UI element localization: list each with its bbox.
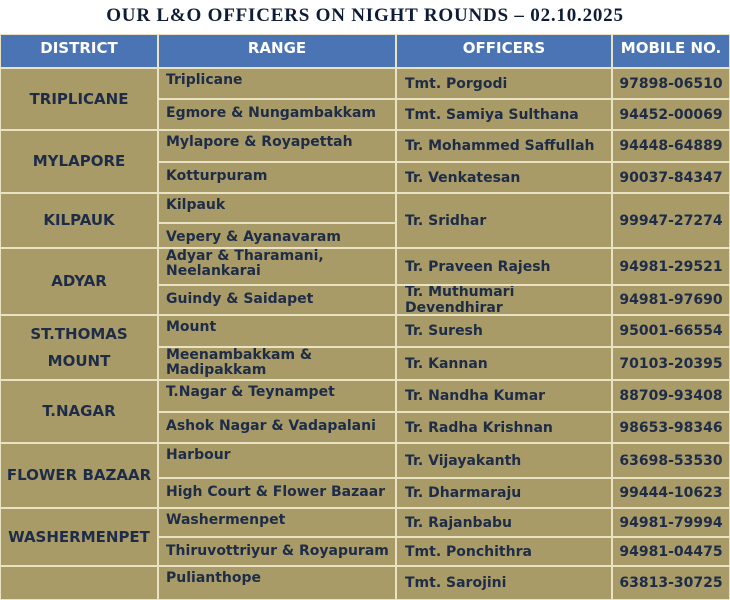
header-district: DISTRICT: [0, 34, 158, 68]
officer-cell: Tmt. Samiya Sulthana: [396, 99, 612, 130]
district-cell: T.NAGAR: [0, 380, 158, 443]
mobile-cell: 94981-79994: [612, 508, 730, 537]
district-cell: ST.THOMAS MOUNT: [0, 315, 158, 380]
officer-cell: Tr. Radha Krishnan: [396, 412, 612, 443]
mobile-cell: 99444-10623: [612, 478, 730, 508]
mobile-cell: 94981-97690: [612, 285, 730, 315]
range-cell: Ashok Nagar & Vadapalani: [158, 412, 396, 443]
officer-cell: Tr. Nandha Kumar: [396, 380, 612, 412]
mobile-cell: 90037-84347: [612, 162, 730, 193]
range-cell: Harbour: [158, 443, 396, 478]
header-mobile: MOBILE NO.: [612, 34, 730, 68]
mobile-cell: 94448-64889: [612, 130, 730, 162]
range-cell: Mylapore & Royapettah: [158, 130, 396, 162]
district-cell: TRIPLICANE: [0, 68, 158, 130]
range-cell: Washermenpet: [158, 508, 396, 537]
officer-cell: Tr. Sridhar: [396, 193, 612, 248]
range-cell: T.Nagar & Teynampet: [158, 380, 396, 412]
mobile-cell: 97898-06510: [612, 68, 730, 99]
officer-cell: Tr. Suresh: [396, 315, 612, 347]
officer-cell: Tmt. Ponchithra: [396, 537, 612, 566]
range-cell: Vepery & Ayanavaram: [158, 223, 396, 248]
range-cell: Mount: [158, 315, 396, 347]
mobile-cell: 94452-00069: [612, 99, 730, 130]
range-cell: Adyar & Tharamani, Neelankarai: [158, 248, 396, 285]
page-title: OUR L&O OFFICERS ON NIGHT ROUNDS – 02.10.2025: [0, 0, 730, 34]
officer-cell: Tr. Muthumari Devendhirar: [396, 285, 612, 315]
officer-cell: Tmt. Porgodi: [396, 68, 612, 99]
mobile-cell: 95001-66554: [612, 315, 730, 347]
officer-cell: Tr. Venkatesan: [396, 162, 612, 193]
mobile-cell: 88709-93408: [612, 380, 730, 412]
officer-cell: Tr. Praveen Rajesh: [396, 248, 612, 285]
district-cell: MYLAPORE: [0, 130, 158, 193]
range-cell: Pulianthope: [158, 566, 396, 600]
officer-cell: Tr. Vijayakanth: [396, 443, 612, 478]
range-cell: Meenambakkam & Madipakkam: [158, 347, 396, 380]
officer-cell: Tr. Mohammed Saffullah: [396, 130, 612, 162]
mobile-cell: 99947-27274: [612, 193, 730, 248]
range-cell: Guindy & Saidapet: [158, 285, 396, 315]
district-cell: WASHERMENPET: [0, 508, 158, 566]
officer-cell: Tr. Dharmaraju: [396, 478, 612, 508]
range-cell: Thiruvottriyur & Royapuram: [158, 537, 396, 566]
officer-cell: Tr. Rajanbabu: [396, 508, 612, 537]
mobile-cell: 98653-98346: [612, 412, 730, 443]
range-cell: High Court & Flower Bazaar: [158, 478, 396, 508]
mobile-cell: 94981-04475: [612, 537, 730, 566]
range-cell: Kilpauk: [158, 193, 396, 223]
district-cell: FLOWER BAZAAR: [0, 443, 158, 508]
district-cell: KILPAUK: [0, 193, 158, 248]
range-cell: Triplicane: [158, 68, 396, 99]
range-cell: Kotturpuram: [158, 162, 396, 193]
mobile-cell: 63698-53530: [612, 443, 730, 478]
district-cell: ADYAR: [0, 248, 158, 315]
mobile-cell: 63813-30725: [612, 566, 730, 600]
range-cell: Egmore & Nungambakkam: [158, 99, 396, 130]
mobile-cell: 94981-29521: [612, 248, 730, 285]
header-officers: OFFICERS: [396, 34, 612, 68]
officer-cell: Tr. Kannan: [396, 347, 612, 380]
mobile-cell: 70103-20395: [612, 347, 730, 380]
header-range: RANGE: [158, 34, 396, 68]
officer-cell: Tmt. Sarojini: [396, 566, 612, 600]
district-cell-empty: [0, 566, 158, 600]
